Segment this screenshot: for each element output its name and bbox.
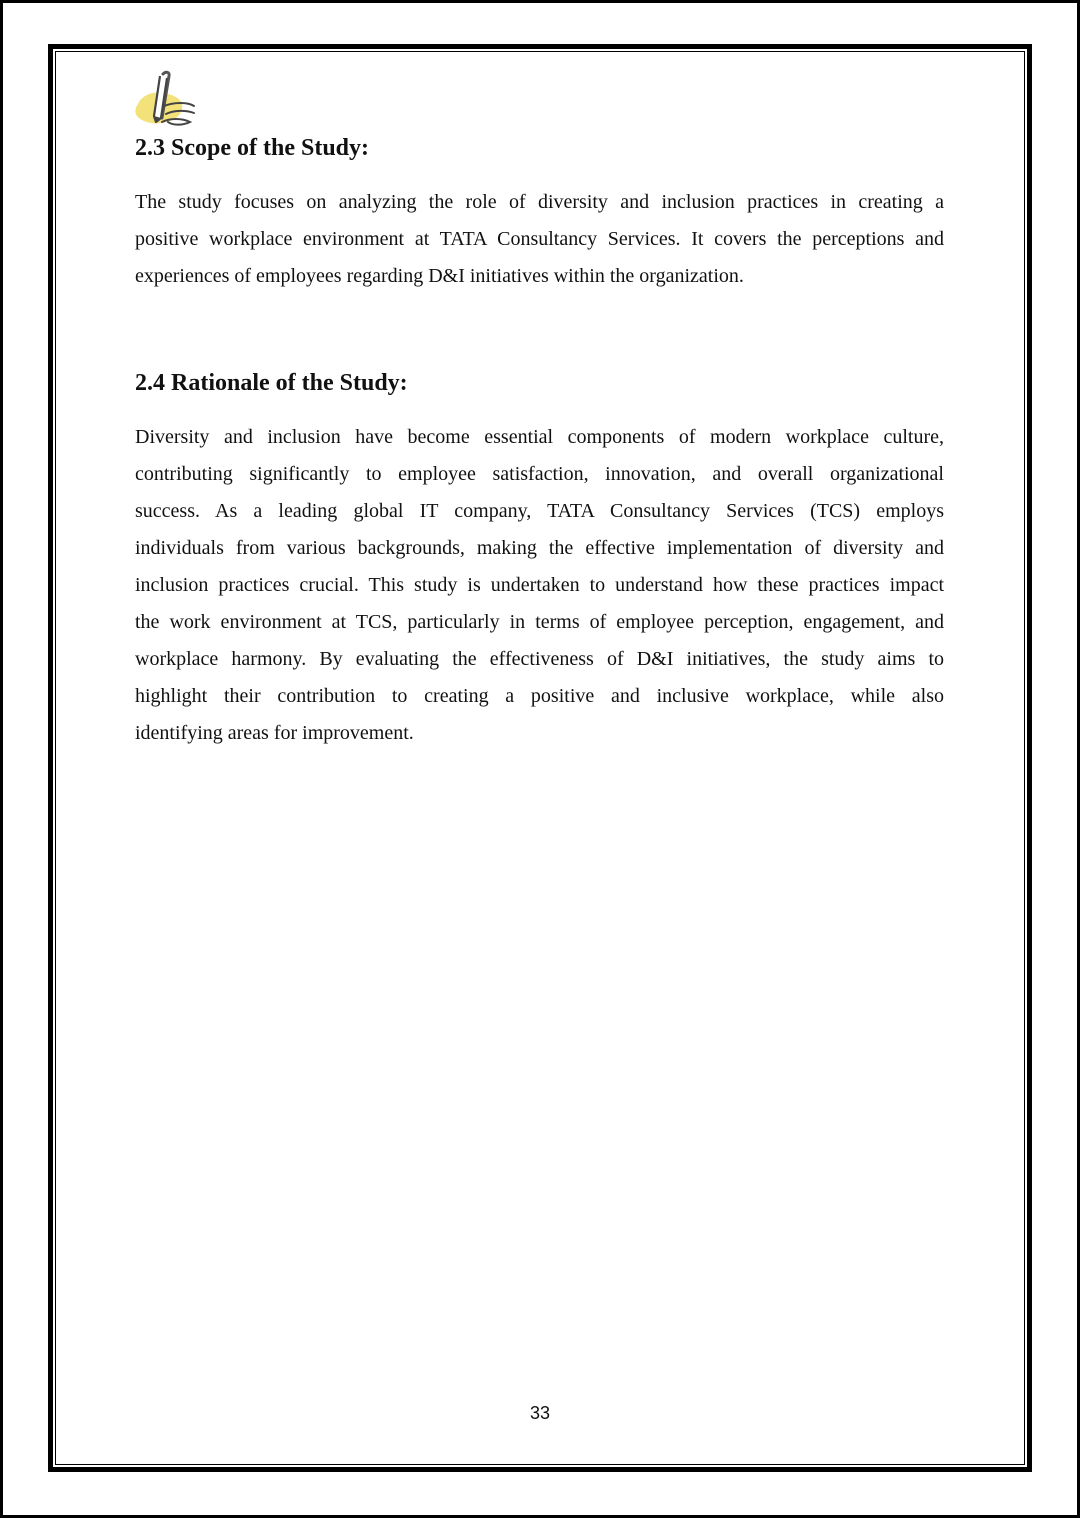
text-line: success. As a leading global IT company, TATA Consultancy Services (TCS) employs — [135, 500, 944, 522]
text-line: identifying areas for improvement. — [135, 722, 414, 744]
text-line: workplace harmony. By evaluating the effectiveness of D&I initiatives, the study aims to — [135, 648, 944, 670]
text-line: the work environment at TCS, particularly in terms of employee perception, engagement, and — [135, 611, 944, 633]
section-heading-scope: 2.3 Scope of the Study: — [135, 135, 370, 161]
text-line: positive workplace environment at TATA Consultancy Services. It covers the perceptions and — [135, 228, 944, 250]
text-line: contributing significantly to employee satisfaction, innovation, and overall organizational — [135, 463, 944, 485]
text-line: experiences of employees regarding D&I initiatives within the organization. — [135, 265, 744, 287]
text-line: individuals from various backgrounds, making the effective implementation of diversity and — [135, 537, 944, 559]
page-number: 33 — [529, 1403, 551, 1423]
text-line: inclusion practices crucial. This study is undertaken to understand how these practices impact — [135, 574, 944, 596]
paragraph-scope — [135, 184, 944, 295]
text-line: Diversity and inclusion have become essential components of modern workplace culture, — [135, 426, 944, 448]
text-line: The study focuses on analyzing the role of diversity and inclusion practices in creating a — [135, 191, 944, 213]
section-heading-rationale: 2.4 Rationale of the Study: — [135, 370, 408, 396]
pen-writing-icon — [130, 68, 202, 132]
paragraph-rationale — [135, 419, 944, 752]
text-line: highlight their contribution to creating a positive and inclusive workplace, while also — [135, 685, 944, 707]
